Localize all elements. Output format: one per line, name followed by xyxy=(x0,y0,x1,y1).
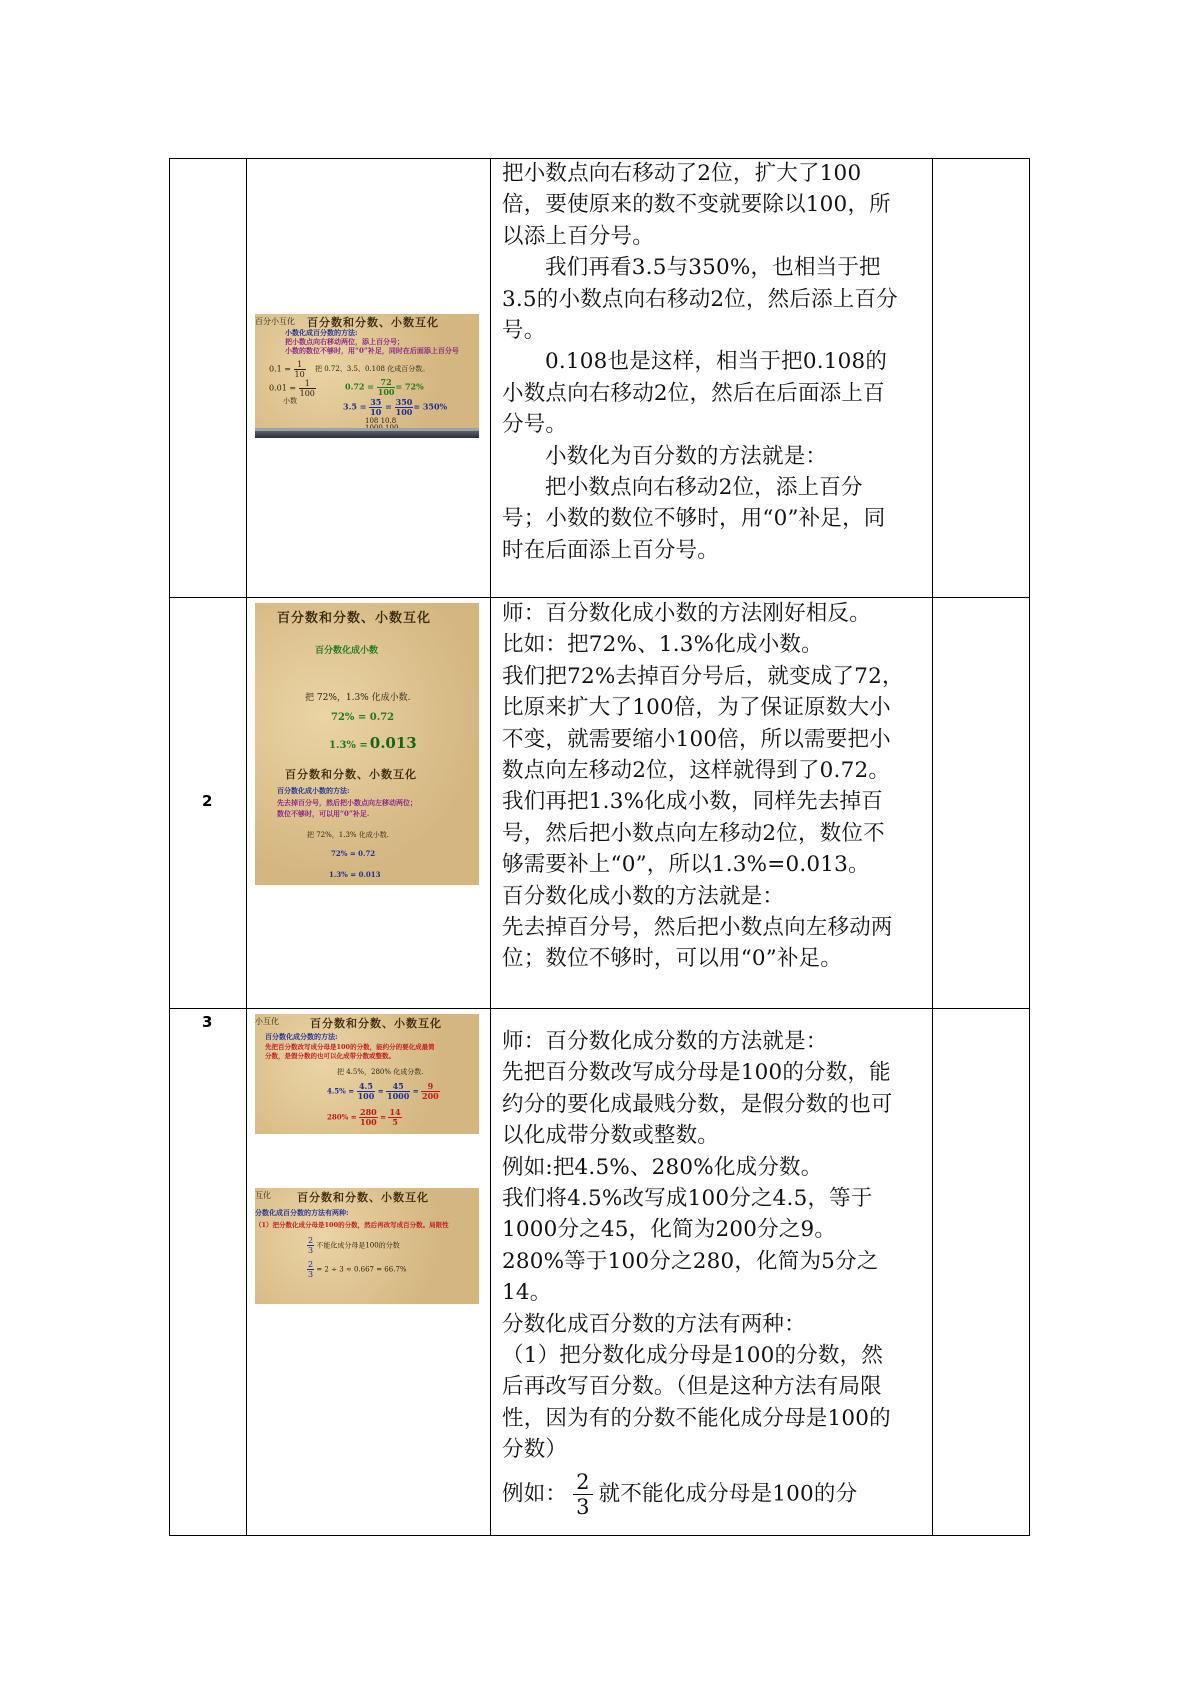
table-col-divider xyxy=(246,158,247,1536)
paragraph: 先把百分数改写成分母是100的分数，能约分的要化成最贱分数，是假分数的也可以化成带分数或整数。 xyxy=(502,1060,893,1149)
paragraph: 例如:把4.5%、280%化成分数。 xyxy=(502,1154,823,1180)
row-1-text xyxy=(502,158,904,566)
slide-thumbnail-decimal-to-percent: 百分小互化 百分数和分数、小数互化 小数化成百分数的方法: 把小数点向右移动两位，添上百分号； 小数的数位不够时，用“0”补足，同时在后面添上百分号 0.1 = $\frac{1}{10}$ 把 0.72、3.5、0.108 化成百分数。 0.01 = $\frac{1}{100}$ 0.72 = $\frac{72}{100}$ = 72% 小数 3.5 = $\frac{35}{10}$ = $\frac{350}{100}$ = 350% 108 10.8 xyxy=(255,314,479,438)
paragraph: 280%等于100分之280，化简为5分之14。 xyxy=(502,1248,879,1306)
taskbar xyxy=(255,431,479,438)
paragraph: 师：百分数化成分数的方法就是： xyxy=(502,1029,828,1054)
lesson-table xyxy=(169,158,1030,1536)
paragraph: 百分数化成小数的方法就是： xyxy=(502,883,785,909)
paragraph: 我们再把1.3%化成小数，同样先去掉百号，然后把小数点向左移动2位，数位不够需要补上“0”，所以1.3%=0.013。 xyxy=(502,789,885,878)
paragraph: 师：百分数化成小数的方法刚好相反。 xyxy=(502,601,871,626)
paragraph: 先去掉百分号，然后把小数点向左移动两位；数位不够时，可以用“0”补足。 xyxy=(502,915,893,972)
table-col-divider xyxy=(932,158,933,1536)
example-suffix: 就不能化成分母是100的分 xyxy=(598,1481,858,1507)
table-border-left xyxy=(169,158,170,1536)
row-number: 3 xyxy=(202,1013,213,1031)
fraction-two-thirds: $\frac{2}{3}$ xyxy=(573,1470,593,1519)
row-3-text xyxy=(502,1026,904,1519)
table-border-right xyxy=(1029,158,1030,1536)
row-number: 2 xyxy=(202,792,213,810)
paragraph: 我们将4.5%改写成100分之4.5，等于1000分之45，化简为200分之9。 xyxy=(502,1186,873,1243)
paragraph: 我们把72%去掉百分号后，就变成了72，比原来扩大了100倍，为了保证原数大小不变，就需要缩小100倍，所以需要把小数点向左移动2位，这样就得到了0.72。 xyxy=(502,663,904,784)
slide-thumbnail-percent-to-fraction: 小互化 百分数和分数、小数互化 百分数化成分数的方法: 先把百分数改写成分母是100的分数，能约分的要化成最简 分数，是假分数的也可以化成带分数或整数。 把 4.5%，280% 化成分数. 4.5% = $\frac{4.5}{100}$ = $\frac{45}{1000}$ = $\frac{9}{200}$ 280% = $\frac{280}{100}$ = $\frac{14}{5}$ xyxy=(255,1014,479,1134)
paragraph: （1）把分数化成分母是100的分数，然后再改写百分数。（但是这种方法有局限性，因为有的分数不能化成分母是100的分数） xyxy=(502,1343,891,1463)
slide-thumbnail-percent-to-decimal: 百分数和分数、小数互化 百分数化成小数 把 72%，1.3% 化成小数. 72% = 0.72 1.3% = 0.013 百分数和分数、小数互化 百分数化成小数的方法: 先去掉百分号，然后把小数点向左移动两位； 数位不够时，可以用“0”补足. 把 72%，1.3% 化成小数. 72% = 0.72 1.3% = 0.013 xyxy=(255,603,479,885)
row-2-text xyxy=(502,598,904,975)
paragraph: 我们再看3.5与350%，也相当于把3.5的小数点向右移动2位，然后添上百分号。 xyxy=(502,255,898,344)
example-line xyxy=(502,1470,904,1519)
table-col-divider xyxy=(490,158,491,1536)
paragraph: 把小数点向右移动了2位，扩大了100倍，要使原来的数不变就要除以100，所以添上百分号。 xyxy=(502,161,891,249)
slide-thumbnail-fraction-to-percent: 互化 百分数和分数、小数互化 分数化成百分数的方法有两种: （1）把分数化成分母是100的分数，然后再改写成百分数。局限性 $\frac{2}{3}$ 不能化成分母是100的分数 $\frac{2}{3}$ = 2 ÷ 3 ≈ 0.667 = 66.7% xyxy=(255,1188,479,1304)
paragraph: 0.108也是这样，相当于把0.108的小数点向右移动2位，然后在后面添上百分号。 xyxy=(502,349,888,438)
table-row-divider xyxy=(169,1008,1030,1009)
paragraph: 把小数点向右移动2位，添上百分号；小数的数位不够时，用“0”补足，同时在后面添上百分号。 xyxy=(502,475,886,563)
paragraph: 比如：把72%、1.3%化成小数。 xyxy=(502,632,823,658)
table-border-bottom xyxy=(169,1535,1030,1536)
example-prefix: 例如： xyxy=(502,1481,568,1507)
paragraph: 分数化成百分数的方法有两种： xyxy=(502,1311,806,1337)
paragraph: 小数化为百分数的方法就是： xyxy=(545,443,828,469)
